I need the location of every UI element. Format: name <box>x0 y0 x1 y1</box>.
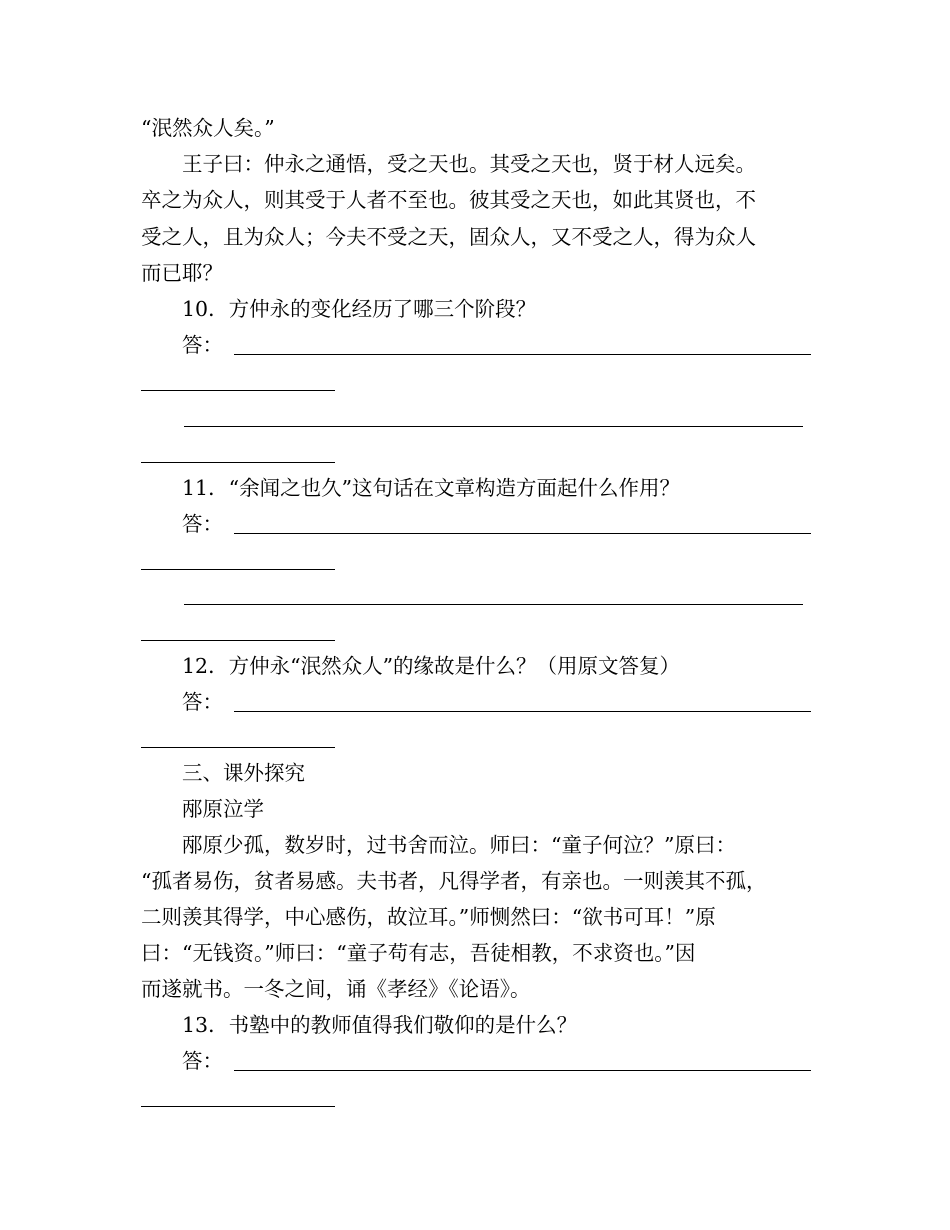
passage-title: 邴原泣学 <box>182 797 264 821</box>
answer-label: 答： <box>182 690 223 714</box>
question-13: 13．书塾中的教师值得我们敬仰的是什么？ <box>182 1013 578 1037</box>
answer-line[interactable] <box>141 569 335 570</box>
passage-line: “孤者易伤，贫者易感。夫书者，凡得学者，有亲也。一则羡其不孤， <box>141 869 767 893</box>
passage-line: 邴原少孤，数岁时，过书舍而泣。师曰：“童子何泣？”原曰： <box>182 833 736 857</box>
section-heading: 三、课外探究 <box>182 761 305 785</box>
answer-line[interactable] <box>234 354 811 355</box>
answer-line[interactable] <box>234 533 811 534</box>
answer-line[interactable] <box>141 1106 335 1107</box>
answer-line[interactable] <box>234 711 811 712</box>
question-11: 11．“余闻之也久”这句话在文章构造方面起什么作用？ <box>182 476 681 500</box>
answer-line[interactable] <box>141 390 335 391</box>
answer-label: 答： <box>182 333 223 357</box>
answer-line[interactable] <box>184 604 803 605</box>
passage-line: 而遂就书。一冬之间，诵《孝经》《论语》。 <box>141 977 531 1001</box>
passage-line: 王子曰：仲永之通悟，受之天也。其受之天也，贤于材人远矣。 <box>182 152 756 176</box>
question-10: 10．方仲永的变化经历了哪三个阶段？ <box>182 297 537 321</box>
answer-label: 答： <box>182 512 223 536</box>
answer-line[interactable] <box>234 1070 811 1071</box>
answer-line[interactable] <box>184 426 803 427</box>
answer-line[interactable] <box>141 747 335 748</box>
answer-label: 答： <box>182 1049 223 1073</box>
passage-line: 而已耶？ <box>141 261 223 285</box>
answer-line[interactable] <box>141 640 335 641</box>
passage-line: 卒之为众人，则其受于人者不至也。彼其受之天也，如此其贤也，不 <box>141 188 756 212</box>
answer-line[interactable] <box>141 462 335 463</box>
passage-line: 曰：“无钱资。”师曰：“童子苟有志，吾徒相教，不求资也。”因 <box>141 941 696 965</box>
passage-line: 受之人，且为众人；今夫不受之天，固众人，又不受之人，得为众人 <box>141 225 756 249</box>
question-12: 12．方仲永“泯然众人”的缘故是什么？（用原文答复） <box>182 654 681 678</box>
passage-line: “泯然众人矣。” <box>141 116 275 140</box>
passage-line: 二则羡其得学，中心感伤，故泣耳。”师恻然曰：“欲书可耳！”原 <box>141 905 716 929</box>
